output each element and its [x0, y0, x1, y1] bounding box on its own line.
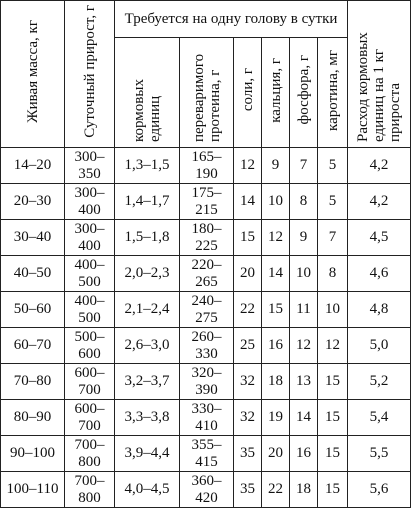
- cell-phosphorus-text: 14: [296, 409, 311, 425]
- cell-feed-per-kg-text: 4,6: [369, 265, 389, 281]
- cell-salt-text: 32: [240, 373, 255, 389]
- cell-phosphorus: [290, 292, 318, 328]
- cell-salt: [234, 436, 262, 472]
- cell-feed-per-kg: [348, 148, 411, 184]
- cell-live-weight: [1, 292, 65, 328]
- cell-feed-per-kg: [348, 364, 411, 400]
- cell-feed-units: [115, 148, 180, 184]
- cell-calcium-text: 10: [268, 193, 283, 209]
- cell-calcium: [262, 292, 290, 328]
- cell-carotene: [318, 436, 348, 472]
- cell-salt-text: 35: [240, 481, 255, 497]
- table-row: [1, 256, 411, 292]
- cell-daily-gain-text: 500: [78, 273, 101, 290]
- cell-daily-gain-text: 500–: [74, 328, 105, 345]
- table-row: [1, 148, 411, 184]
- cell-feed-per-kg-text: 5,0: [369, 337, 389, 353]
- cell-phosphorus-text: 13: [296, 373, 311, 389]
- cell-salt-text: 32: [240, 409, 255, 425]
- cell-feed-per-kg-text: 4,5: [369, 229, 389, 245]
- cell-carotene-text: 15: [325, 481, 341, 497]
- cell-feed-units-text: 2,0–2,3: [124, 265, 170, 281]
- cell-daily-gain-text: 350: [78, 165, 101, 182]
- header-carotene: каротина, мг: [318, 38, 348, 148]
- cell-salt: [234, 472, 262, 508]
- table-row: [1, 328, 411, 364]
- cell-phosphorus: [290, 472, 318, 508]
- cell-phosphorus: [290, 328, 318, 364]
- cell-protein-text: 330: [195, 345, 218, 362]
- cell-daily-gain-text: 700–: [74, 472, 105, 489]
- cell-carotene: [318, 472, 348, 508]
- cell-calcium: [262, 400, 290, 436]
- cell-live-weight: [1, 148, 65, 184]
- cell-daily-gain-text: 800: [78, 453, 101, 470]
- cell-feed-units-text: 3,2–3,7: [124, 373, 170, 389]
- cell-protein: [180, 256, 234, 292]
- table-body: [1, 148, 411, 508]
- cell-carotene: [318, 220, 348, 256]
- cell-feed-units: [115, 364, 180, 400]
- cell-protein-text: 220–: [191, 256, 222, 273]
- cell-live-weight: [1, 256, 65, 292]
- cell-protein-text: 415: [195, 453, 218, 470]
- cell-feed-units: [115, 292, 180, 328]
- cell-feed-units: [115, 328, 180, 364]
- cell-daily-gain-text: 300–: [74, 184, 105, 201]
- header-calcium: кальция, г: [262, 38, 290, 148]
- cell-feed-units: [115, 400, 180, 436]
- cell-phosphorus: [290, 400, 318, 436]
- cell-salt-text: 12: [240, 157, 255, 173]
- cell-daily-gain: [65, 220, 115, 256]
- cell-phosphorus-text: 9: [299, 229, 308, 245]
- cell-daily-gain: [65, 256, 115, 292]
- cell-daily-gain: [65, 328, 115, 364]
- cell-carotene-text: 15: [325, 445, 341, 461]
- cell-carotene-text: 5: [328, 157, 337, 173]
- cell-salt: [234, 256, 262, 292]
- cell-calcium-text: 9: [271, 157, 280, 173]
- cell-feed-units-text: 2,6–3,0: [124, 337, 170, 353]
- cell-protein: [180, 184, 234, 220]
- cell-carotene: [318, 400, 348, 436]
- cell-live-weight-text: 20–30: [13, 193, 52, 209]
- cell-feed-per-kg-text: 4,8: [369, 301, 389, 317]
- cell-feed-per-kg-text: 5,4: [369, 409, 389, 425]
- cell-calcium: [262, 256, 290, 292]
- cell-carotene: [318, 328, 348, 364]
- cell-calcium: [262, 220, 290, 256]
- cell-feed-per-kg: [348, 292, 411, 328]
- cell-calcium: [262, 364, 290, 400]
- cell-protein-text: 265: [195, 273, 218, 290]
- cell-phosphorus: [290, 364, 318, 400]
- cell-carotene: [318, 364, 348, 400]
- cell-phosphorus-text: 8: [299, 193, 308, 209]
- cell-carotene-text: 8: [328, 265, 337, 281]
- cell-salt-text: 35: [240, 445, 255, 461]
- cell-feed-units-text: 4,0–4,5: [124, 481, 170, 497]
- cell-live-weight-text: 60–70: [13, 337, 52, 353]
- cell-phosphorus-text: 11: [296, 301, 311, 317]
- cell-salt: [234, 364, 262, 400]
- cell-carotene-text: 7: [328, 229, 337, 245]
- cell-daily-gain-text: 600–: [74, 364, 105, 381]
- cell-protein-text: 320–: [191, 364, 222, 381]
- cell-live-weight: [1, 184, 65, 220]
- cell-protein-text: 390: [195, 381, 218, 398]
- cell-calcium-text: 16: [268, 337, 283, 353]
- cell-salt-text: 14: [240, 193, 255, 209]
- cell-daily-gain-text: 600: [78, 345, 101, 362]
- cell-feed-units-text: 1,5–1,8: [124, 229, 170, 245]
- cell-phosphorus: [290, 148, 318, 184]
- cell-feed-units: [115, 436, 180, 472]
- cell-salt-text: 15: [240, 229, 255, 245]
- cell-daily-gain-text: 700: [78, 381, 101, 398]
- cell-protein-text: 360–: [191, 472, 222, 489]
- cell-live-weight-text: 50–60: [13, 301, 52, 317]
- cell-protein-text: 240–: [191, 292, 222, 309]
- cell-carotene-text: 5: [328, 193, 337, 209]
- cell-live-weight: [1, 472, 65, 508]
- cell-feed-units-text: 2,1–2,4: [124, 301, 170, 317]
- cell-protein-text: 165–: [191, 148, 222, 165]
- cell-feed-per-kg: [348, 472, 411, 508]
- cell-calcium-text: 22: [268, 481, 283, 497]
- cell-phosphorus-text: 12: [296, 337, 311, 353]
- cell-feed-units: [115, 184, 180, 220]
- cell-protein-text: 175–: [191, 184, 222, 201]
- table-row: [1, 292, 411, 328]
- cell-feed-units: [115, 220, 180, 256]
- cell-live-weight: [1, 328, 65, 364]
- cell-salt: [234, 328, 262, 364]
- cell-carotene: [318, 148, 348, 184]
- cell-feed-units: [115, 472, 180, 508]
- cell-daily-gain: [65, 148, 115, 184]
- cell-protein-text: 215: [195, 201, 218, 218]
- cell-phosphorus: [290, 220, 318, 256]
- table-header: [1, 1, 411, 148]
- cell-salt: [234, 184, 262, 220]
- cell-phosphorus-text: 18: [296, 481, 311, 497]
- header-phosphorus: фосфора, г: [290, 38, 318, 148]
- cell-feed-units-text: 3,9–4,4: [124, 445, 170, 461]
- cell-live-weight: [1, 220, 65, 256]
- cell-live-weight-text: 100–110: [6, 481, 59, 497]
- cell-live-weight-text: 90–100: [10, 445, 55, 461]
- cell-feed-per-kg: [348, 184, 411, 220]
- cell-calcium-text: 15: [268, 301, 283, 317]
- cell-feed-per-kg-text: 4,2: [369, 193, 389, 209]
- cell-calcium: [262, 328, 290, 364]
- cell-feed-per-kg-text: 5,2: [369, 373, 389, 389]
- cell-calcium: [262, 184, 290, 220]
- cell-feed-per-kg: [348, 436, 411, 472]
- table-row: [1, 400, 411, 436]
- cell-live-weight: [1, 400, 65, 436]
- cell-protein-text: 420: [195, 489, 218, 506]
- cell-calcium-text: 20: [268, 445, 283, 461]
- cell-live-weight: [1, 436, 65, 472]
- cell-daily-gain: [65, 400, 115, 436]
- header-protein: переваримого протеина, г: [180, 38, 234, 148]
- cell-daily-gain-text: 600–: [74, 400, 105, 417]
- cell-feed-per-kg-text: 5,5: [369, 445, 389, 461]
- cell-protein-text: 180–: [191, 220, 222, 237]
- cell-carotene-text: 15: [325, 409, 341, 425]
- cell-feed-per-kg-text: 5,6: [369, 481, 389, 497]
- header-salt: соли, г: [234, 38, 262, 148]
- cell-calcium-text: 19: [268, 409, 283, 425]
- cell-feed-units-text: 3,3–3,8: [124, 409, 170, 425]
- cell-phosphorus: [290, 256, 318, 292]
- cell-feed-per-kg: [348, 328, 411, 364]
- cell-protein: [180, 328, 234, 364]
- cell-phosphorus-text: 10: [296, 265, 311, 281]
- cell-protein: [180, 472, 234, 508]
- cell-feed-per-kg: [348, 256, 411, 292]
- header-feed-per-kg: Расход кормовых единиц на 1 кг прироста: [348, 1, 411, 148]
- cell-live-weight-text: 70–80: [13, 373, 52, 389]
- cell-carotene-text: 10: [325, 301, 341, 317]
- cell-protein-text: 275: [195, 309, 218, 326]
- cell-daily-gain-text: 700: [78, 417, 101, 434]
- cell-daily-gain-text: 800: [78, 489, 101, 506]
- cell-live-weight-text: 14–20: [13, 157, 52, 173]
- cell-daily-gain: [65, 364, 115, 400]
- cell-protein: [180, 364, 234, 400]
- cell-salt-text: 22: [240, 301, 255, 317]
- cell-daily-gain-text: 400: [78, 201, 101, 218]
- cell-phosphorus: [290, 184, 318, 220]
- cell-daily-gain: [65, 292, 115, 328]
- cell-daily-gain-text: 400–: [74, 256, 105, 273]
- cell-feed-per-kg: [348, 220, 411, 256]
- cell-calcium-text: 18: [268, 373, 283, 389]
- cell-salt: [234, 148, 262, 184]
- header-live-weight: Живая масса, кг: [1, 1, 65, 148]
- cell-phosphorus: [290, 436, 318, 472]
- cell-carotene: [318, 256, 348, 292]
- cell-carotene-text: 12: [325, 337, 341, 353]
- cell-protein-text: 190: [195, 165, 218, 182]
- cell-daily-gain-text: 500: [78, 309, 101, 326]
- cell-carotene: [318, 184, 348, 220]
- cell-live-weight-text: 80–90: [13, 409, 52, 425]
- cell-calcium: [262, 472, 290, 508]
- cell-calcium-text: 14: [268, 265, 283, 281]
- cell-protein-text: 410: [195, 417, 218, 434]
- cell-feed-units-text: 1,4–1,7: [124, 193, 170, 209]
- cell-daily-gain-text: 300–: [74, 220, 105, 237]
- cell-protein-text: 355–: [191, 436, 222, 453]
- cell-protein-text: 330–: [191, 400, 222, 417]
- cell-salt-text: 25: [240, 337, 255, 353]
- cell-protein: [180, 436, 234, 472]
- cell-calcium: [262, 436, 290, 472]
- cell-carotene: [318, 292, 348, 328]
- cell-calcium-text: 12: [268, 229, 283, 245]
- cell-protein: [180, 148, 234, 184]
- table-row: [1, 184, 411, 220]
- cell-phosphorus-text: 7: [299, 157, 308, 173]
- cell-protein: [180, 400, 234, 436]
- cell-daily-gain: [65, 472, 115, 508]
- header-feed-units: кормовых единиц: [115, 38, 180, 148]
- cell-protein: [180, 220, 234, 256]
- table-row: [1, 220, 411, 256]
- cell-daily-gain: [65, 184, 115, 220]
- cell-salt: [234, 220, 262, 256]
- cell-salt: [234, 400, 262, 436]
- cell-daily-gain: [65, 436, 115, 472]
- header-daily-gain: Суточный прирост, г: [65, 1, 115, 148]
- cell-live-weight: [1, 364, 65, 400]
- cell-feed-per-kg: [348, 400, 411, 436]
- cell-feed-units: [115, 256, 180, 292]
- cell-carotene-text: 15: [325, 373, 341, 389]
- cell-daily-gain-text: 400: [78, 237, 101, 254]
- cell-phosphorus-text: 16: [296, 445, 311, 461]
- cell-daily-gain-text: 300–: [74, 148, 105, 165]
- cell-daily-gain-text: 400–: [74, 292, 105, 309]
- table-row: [1, 436, 411, 472]
- table-row: [1, 364, 411, 400]
- cell-live-weight-text: 30–40: [13, 229, 52, 245]
- table-row: [1, 472, 411, 508]
- cell-protein-text: 225: [195, 237, 218, 254]
- cell-protein-text: 260–: [191, 328, 222, 345]
- cell-salt: [234, 292, 262, 328]
- cell-feed-per-kg-text: 4,2: [369, 157, 389, 173]
- cell-salt-text: 20: [240, 265, 255, 281]
- cell-feed-units-text: 1,3–1,5: [124, 157, 170, 173]
- cell-daily-gain-text: 700–: [74, 436, 105, 453]
- cell-protein: [180, 292, 234, 328]
- cell-calcium: [262, 148, 290, 184]
- header-required-per-head: Требуется на одну голову в сутки: [115, 1, 348, 38]
- cell-live-weight-text: 40–50: [13, 265, 52, 281]
